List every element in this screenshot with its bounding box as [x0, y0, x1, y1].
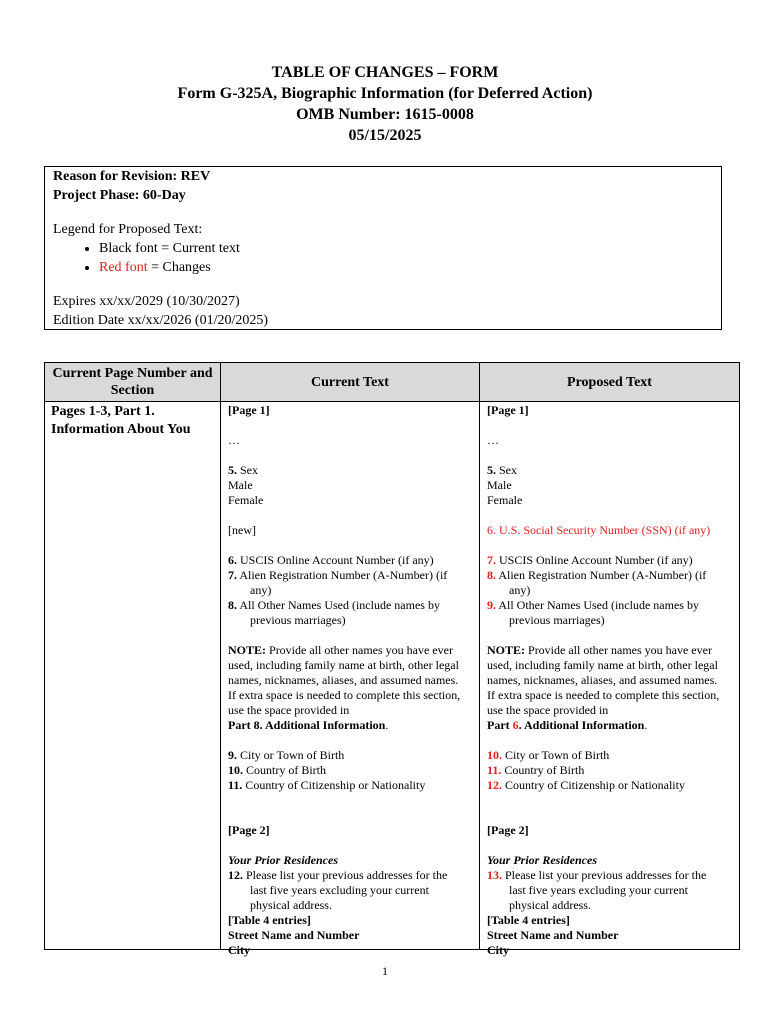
legend: [53, 220, 721, 277]
form-name: Form G-325A, Biographic Information (for Deferred Action): [177, 85, 593, 102]
project-phase: Project Phase: 60-Day: [53, 188, 186, 203]
doc-title: TABLE OF CHANGES – FORM: [271, 64, 499, 81]
doc-date: 05/15/2025: [348, 127, 422, 144]
legend-title: Legend for Proposed Text:: [53, 222, 203, 237]
document-header: [0, 62, 770, 146]
legend-red: • Red font = Changes: [99, 258, 721, 277]
revision-info-box: [44, 166, 722, 330]
changes-table: [44, 362, 740, 957]
header-proposed: Proposed Text: [480, 363, 740, 402]
edition-date: Edition Date xx/xx/2026 (01/20/2025): [53, 313, 269, 328]
ssn-change: 6. U.S. Social Security Number (SSN) (if any): [487, 523, 711, 537]
revision-reason: Reason for Revision: REV: [53, 169, 211, 184]
header-current: Current Text: [221, 363, 480, 402]
proposed-text-cell: [Page 1] … 5. Sex Male Female 6. U.S. Social Security Number (SSN) (if any) 7. USCIS Online Account Number (if any) 8. Alien Registration Number (A-Number) (if any) 9. All Other Names Used (include names by previous marriages) NOTE: Provide all other names you have ever used, including family name at birth, other legal names, nicknames, aliases, and assumed names. If extra space is needed to complete this section, use the space provided in Part 6. Additional Information. 10. City or Town of Birth 11. Country of Birth 12. Country of Citizenship or Nationality [Page 2] Your Prior Residences 13. Please list your previous addresses for the last five years excluding your current physical address. [Table 4 entries] Street Name and Number City: [480, 402, 740, 950]
page-number: 1: [382, 964, 388, 978]
header-section: Current Page Number and Section: [45, 363, 221, 402]
table-row: [45, 402, 740, 950]
current-text-cell: [Page 1] … 5. Sex Male Female [new] 6. USCIS Online Account Number (if any) 7. Alien Registration Number (A-Number) (if any) 8. All Other Names Used (include names by previous marriages) NOTE: Provide all other names you have ever used, including family name at birth, other legal names, nicknames, aliases, and assumed names. If extra space is needed to complete this section, use the space provided in Part 8. Additional Information. 9. City or Town of Birth 10. Country of Birth 11. Country of Citizenship or Nationality [Page 2] Your Prior Residences 12. Please list your previous addresses for the last five years excluding your current physical address. [Table 4 entries] Street Name and Number City: [221, 402, 480, 950]
expires-date: Expires xx/xx/2029 (10/30/2027): [53, 294, 240, 309]
legend-black: • Black font = Current text: [99, 239, 721, 258]
section-cell: Pages 1-3, Part 1. Information About You: [45, 402, 221, 950]
omb-number: OMB Number: 1615-0008: [296, 106, 474, 123]
